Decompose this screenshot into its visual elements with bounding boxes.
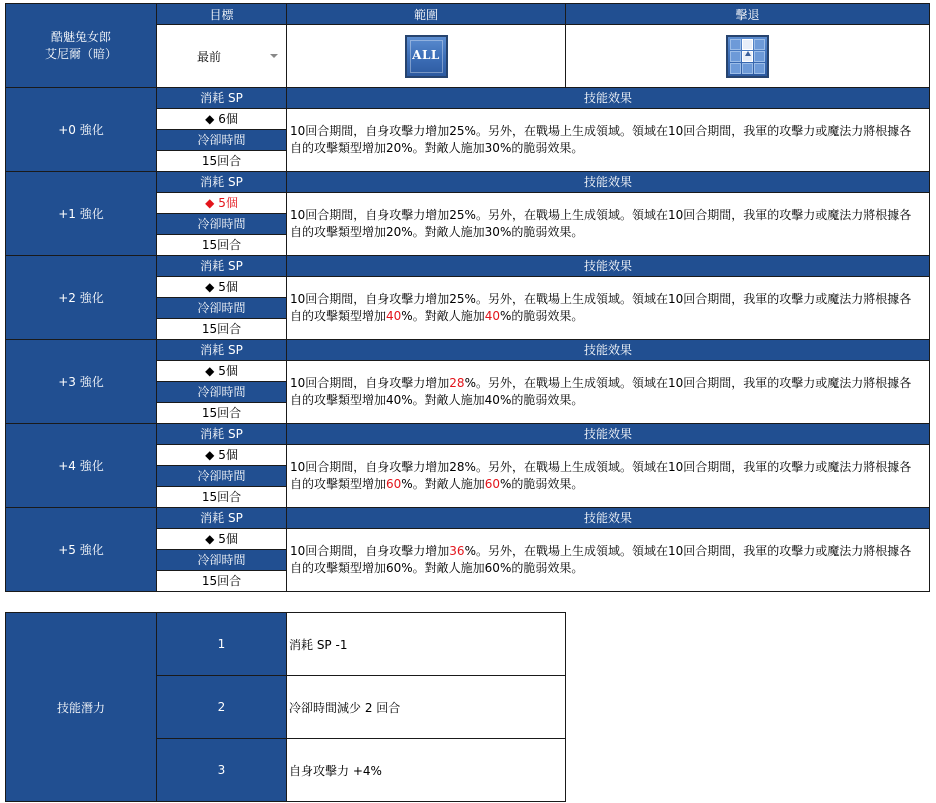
knockback-cell [566,25,930,88]
potential-text-3: 自身攻擊力 +4% [287,739,566,802]
effect-text [287,445,930,508]
cooldown-value: 15回合 [157,235,287,256]
all-range-icon [405,35,448,78]
chevron-down-icon[interactable] [270,54,278,58]
cooldown-header: 冷卻時間 [157,214,287,235]
cooldown-header: 冷卻時間 [157,550,287,571]
effect-segment: 10回合期間，自身攻擊力增加28%。另外，在戰場上生成領域。領域在10回合期間，我軍的攻擊力或魔法力將根據各自的攻擊類型增加 [290,460,912,491]
effect-segment: 10回合期間，自身攻擊力增加 [290,376,450,390]
sp-value: ◆ 5個 [157,193,287,214]
effect-segment: 10回合期間，自身攻擊力增加25%。另外，在戰場上生成領域。領域在10回合期間，我軍的攻擊力或魔法力將根據各自的攻擊類型增加20%。對敵人施加30%的脆弱效果。 [290,208,912,239]
cooldown-value: 15回合 [157,319,287,340]
sp-header: 消耗 SP [157,88,287,109]
effect-segment: 10回合期間，自身攻擊力增加25%。另外，在戰場上生成領域。領域在10回合期間，我軍的攻擊力或魔法力將根據各自的攻擊類型增加20%。對敵人施加30%的脆弱效果。 [290,124,912,155]
target-header: 目標 [157,4,287,25]
sp-value: ◆ 5個 [157,277,287,298]
effect-segment: %。另外，在戰場上生成領域。領域在10回合期間，我軍的攻擊力或魔法力將根據各自的攻擊類型增加60%。對敵人施加60%的脆弱效果。 [290,544,912,575]
effect-highlight: 40 [386,309,402,323]
cooldown-header: 冷卻時間 [157,130,287,151]
target-select[interactable] [157,25,287,88]
potential-text-2: 冷卻時間減少 2 回合 [287,676,566,739]
effect-highlight: 36 [449,544,465,558]
potential-text-1: 消耗 SP -1 [287,613,566,676]
character-name-cell [6,4,157,88]
potential-label: 技能潛力 [6,613,157,802]
effect-highlight: 40 [484,309,500,323]
effect-highlight: 28 [449,376,465,390]
level-label: +2 強化 [6,256,157,340]
effect-segment: 10回合期間，自身攻擊力增加25%。另外，在戰場上生成領域。領域在10回合期間，我軍的攻擊力或魔法力將根據各自的攻擊類型增加 [290,292,912,323]
sp-value: ◆ 5個 [157,529,287,550]
effect-header: 技能效果 [287,508,930,529]
cooldown-header: 冷卻時間 [157,298,287,319]
skill-table [5,3,930,592]
sp-value: ◆ 5個 [157,361,287,382]
sp-value: ◆ 6個 [157,109,287,130]
level-label: +1 強化 [6,172,157,256]
level-label: +0 強化 [6,88,157,172]
sp-header: 消耗 SP [157,172,287,193]
effect-highlight: 60 [484,477,500,491]
effect-segment: %。對敵人施加 [401,477,485,491]
effect-segment: 10回合期間，自身攻擊力增加 [290,544,450,558]
effect-segment: %。對敵人施加 [401,309,485,323]
sp-value: ◆ 5個 [157,445,287,466]
arrow-up-icon [745,51,751,56]
cooldown-value: 15回合 [157,403,287,424]
level-label: +4 強化 [6,424,157,508]
effect-text [287,277,930,340]
sp-header: 消耗 SP [157,508,287,529]
range-cell [287,25,566,88]
cooldown-header: 冷卻時間 [157,466,287,487]
effect-text [287,529,930,592]
effect-header: 技能效果 [287,172,930,193]
effect-header: 技能效果 [287,424,930,445]
level-label: +5 強化 [6,508,157,592]
effect-segment: %的脆弱效果。 [499,309,584,323]
sp-header: 消耗 SP [157,424,287,445]
effect-text [287,361,930,424]
effect-segment: %的脆弱效果。 [499,477,584,491]
grid-knockback-icon [726,35,769,78]
potential-table [5,612,566,802]
knockback-header: 擊退 [566,4,930,25]
all-range-icon-text: ALL [412,47,440,62]
character-name-line2: 艾尼爾（暗） [44,46,117,61]
cooldown-value: 15回合 [157,487,287,508]
sp-header: 消耗 SP [157,340,287,361]
potential-num-3: 3 [157,739,287,802]
effect-header: 技能效果 [287,88,930,109]
level-label: +3 強化 [6,340,157,424]
cooldown-header: 冷卻時間 [157,382,287,403]
cooldown-value: 15回合 [157,571,287,592]
effect-header: 技能效果 [287,256,930,277]
effect-highlight: 60 [386,477,402,491]
potential-num-2: 2 [157,676,287,739]
effect-text [287,109,930,172]
sp-header: 消耗 SP [157,256,287,277]
effect-header: 技能效果 [287,340,930,361]
effect-text [287,193,930,256]
target-select-value: 最前 [197,49,222,64]
range-header: 範圍 [287,4,566,25]
potential-num-1: 1 [157,613,287,676]
effect-segment: %。另外，在戰場上生成領域。領域在10回合期間，我軍的攻擊力或魔法力將根據各自的攻擊類型增加40%。對敵人施加40%的脆弱效果。 [290,376,912,407]
cooldown-value: 15回合 [157,151,287,172]
character-name-line1: 酷魅兔女郎 [50,29,111,44]
